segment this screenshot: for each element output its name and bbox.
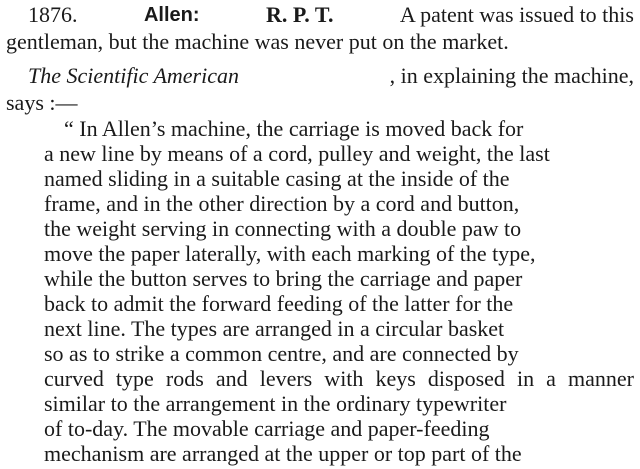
quote-text: while the button serves to bring the carriage and paper — [44, 266, 523, 291]
entry-year: 1876. — [28, 2, 78, 27]
paragraph-text: says :— — [6, 90, 78, 115]
quote-text: move the paper laterally, with each marking of the type, — [44, 241, 536, 266]
quote-line — [44, 241, 634, 267]
quote-line — [44, 316, 634, 342]
quote-text: “ In Allen’s machine, the carriage is moved back for — [64, 116, 524, 141]
quote-line — [44, 141, 634, 167]
quote-text: frame, and in the other direction by a cord and button, — [44, 191, 520, 216]
text-line — [6, 29, 634, 55]
quote-text: next line. The types are arranged in a circular basket — [44, 316, 505, 341]
quote-line — [44, 166, 634, 192]
quote-line — [44, 391, 634, 417]
entry-name: Allen: — [143, 4, 200, 26]
quote-line — [44, 266, 634, 292]
quote-text: the weight serving in connecting with a double paw to — [44, 216, 522, 241]
quote-text: back to admit the forward feeding of the latter for the — [44, 291, 514, 316]
entry-initials: R. P. T. — [266, 2, 334, 27]
publication-title: The Scientific American — [28, 63, 239, 88]
entry-text: A patent was issued to this — [399, 2, 634, 27]
text-line — [6, 90, 640, 116]
quote-text: of to-day. The movable carriage and paper-feeding — [44, 416, 490, 441]
quote-text: named sliding in a suitable casing at the inside of the — [44, 166, 510, 191]
quote-line — [44, 341, 634, 367]
quote-line — [44, 216, 634, 242]
quote-text: a new line by means of a cord, pulley and weight, the last — [44, 141, 550, 166]
quote-text: mechanism are arranged at the upper or top part of the — [44, 441, 522, 466]
text-line — [28, 2, 634, 28]
quote-line — [44, 291, 634, 317]
quote-line — [64, 116, 634, 142]
quote-text: curved type rods and levers with keys disposed in a manner — [44, 366, 634, 391]
quote-text: so as to strike a common centre, and are connected by — [44, 341, 519, 366]
paragraph-text: , in explaining the machine, — [389, 63, 634, 88]
text-line — [28, 63, 634, 89]
quote-line — [44, 191, 634, 217]
quote-line — [44, 441, 634, 467]
quote-line — [44, 416, 634, 442]
paragraph-text: gentleman, but the machine was never put on the market. — [6, 29, 509, 54]
quote-line — [44, 366, 634, 392]
quote-text: similar to the arrangement in the ordinary typewriter — [44, 391, 507, 416]
